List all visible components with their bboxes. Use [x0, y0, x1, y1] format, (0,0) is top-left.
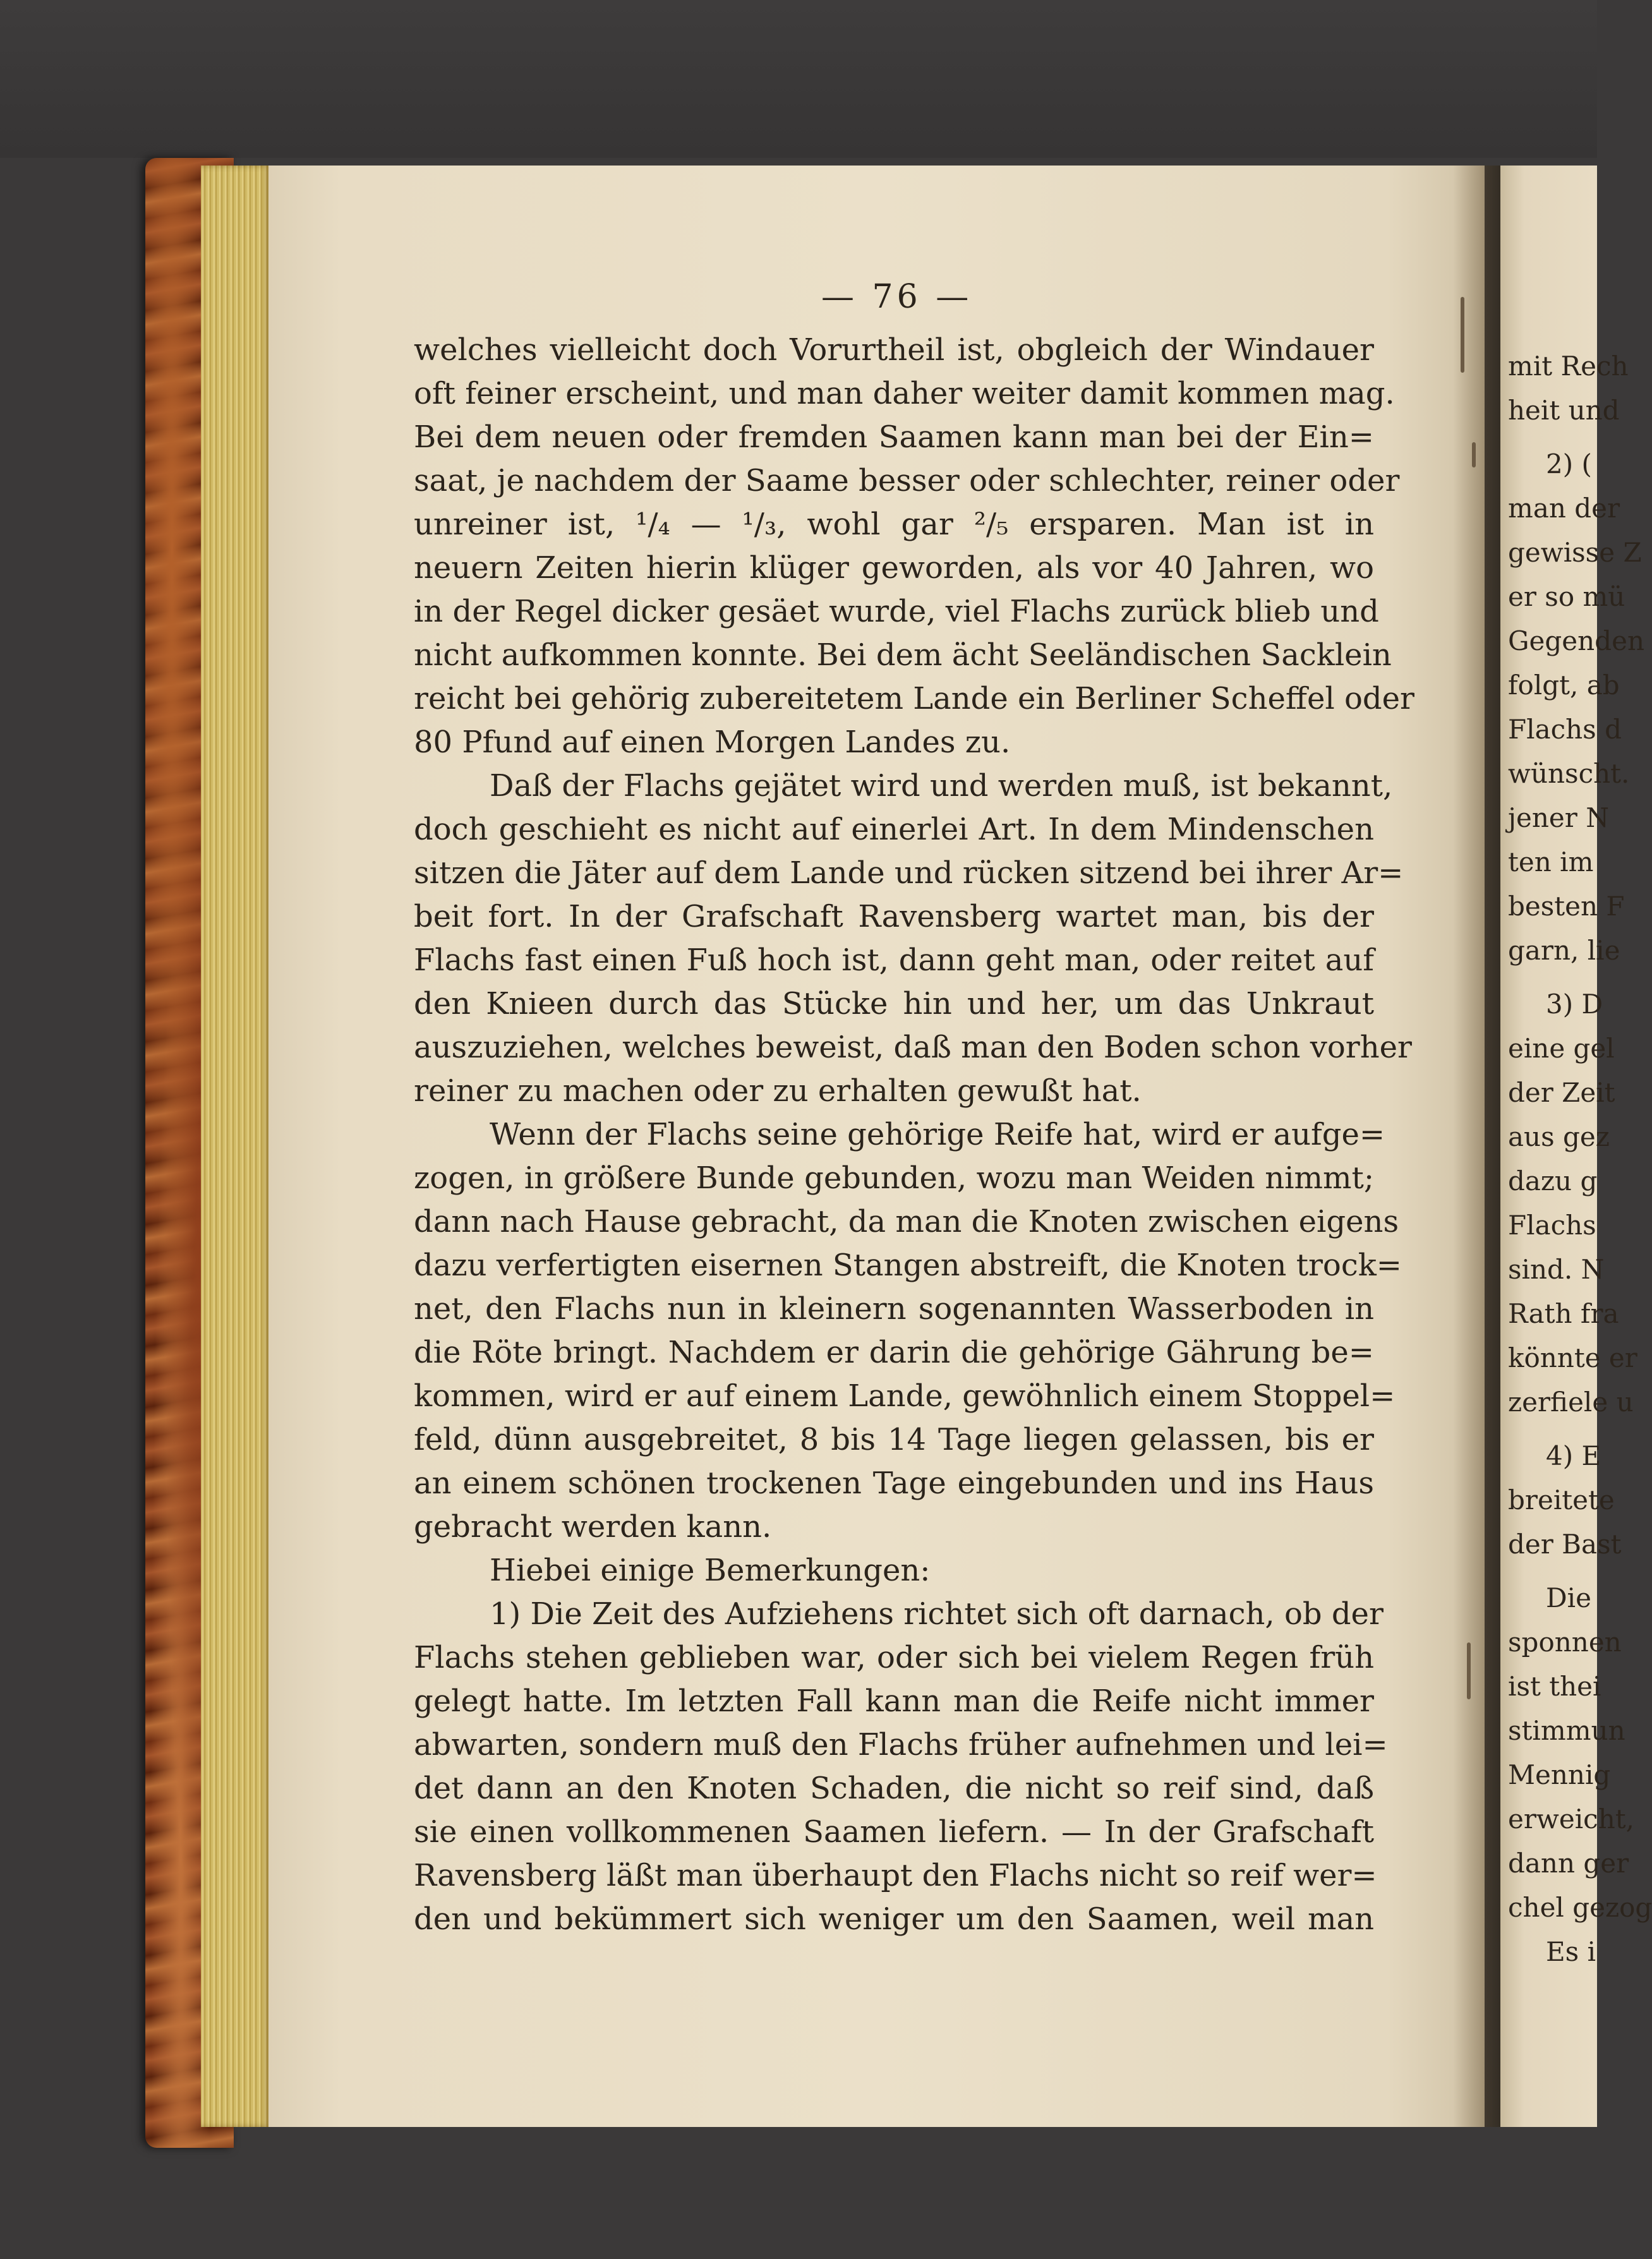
text-line: in der Regel dicker gesäet wurde, viel Flachs zurück blieb und [414, 594, 1379, 629]
facing-text-line: zerfiele u [1508, 1387, 1634, 1418]
text-line: 1) Die Zeit des Aufziehens richtet sich oft darnach, ob der [490, 1596, 1384, 1632]
text-line: den Knieen durch das Stücke hin und her, um das Unkraut [414, 986, 1374, 1021]
text-line: Daß der Flachs gejätet wird und werden muß, ist bekannt, [490, 768, 1393, 804]
facing-text-line: Gegenden [1508, 625, 1644, 656]
text-line: doch geschieht es nicht auf einerlei Art. In dem Mindenschen [414, 812, 1374, 847]
facing-text-line: heit und [1508, 395, 1620, 426]
text-line: an einem schönen trockenen Tage eingebunden und ins Haus [414, 1466, 1374, 1501]
facing-text-line: ten im [1508, 846, 1594, 877]
facing-text-line: er so mü [1508, 581, 1625, 612]
text-line: det dann an den Knoten Schaden, die nicht so reif sind, daß [414, 1771, 1374, 1806]
text-line: nicht aufkommen konnte. Bei dem ächt Seeländischen Sacklein [414, 637, 1392, 673]
text-line: zogen, in größere Bunde gebunden, wozu man Weiden nimmt; [414, 1160, 1374, 1196]
text-line: abwarten, sondern muß den Flachs früher aufnehmen und lei= [414, 1727, 1388, 1762]
text-line: kommen, wird er auf einem Lande, gewöhnlich einem Stoppel= [414, 1378, 1396, 1414]
facing-text-line: Flachs d [1508, 714, 1622, 745]
text-line: Hiebei einige Bemerkungen: [490, 1553, 931, 1588]
text-line: Wenn der Flachs seine gehörige Reife hat, wird er aufge= [490, 1117, 1385, 1152]
facing-text-line: Die [1546, 1582, 1591, 1613]
facing-text-line: gewisse Z [1508, 537, 1642, 568]
facing-text-line: besten F [1508, 891, 1625, 922]
facing-text-line: sponnen [1508, 1627, 1622, 1658]
text-line: reicht bei gehörig zubereitetem Lande ein Berliner Scheffel oder [414, 681, 1414, 716]
text-line: saat, je nachdem der Saame besser oder schlechter, reiner oder [414, 463, 1400, 498]
text-line: dann nach Hause gebracht, da man die Knoten zwischen eigens [414, 1204, 1399, 1239]
facing-text-line: aus gez [1508, 1121, 1610, 1152]
text-line: auszuziehen, welches beweist, daß man den Boden schon vorher [414, 1030, 1412, 1065]
facing-text-line: könnte er [1508, 1342, 1637, 1373]
page-number: — 76 — [821, 278, 973, 316]
facing-text-line: 2) ( [1546, 449, 1592, 479]
facing-text-line: erweicht, [1508, 1804, 1634, 1834]
gilt-page-block-edge [201, 166, 270, 2127]
page-body-text [414, 328, 1414, 1941]
text-line: die Röte bringt. Nachdem er darin die gehörige Gährung be= [414, 1335, 1374, 1370]
text-line: gebracht werden kann. [414, 1509, 772, 1545]
facing-text-line: der Bast [1508, 1529, 1622, 1560]
facing-text-line: 3) D [1546, 989, 1603, 1020]
text-line: sitzen die Jäter auf dem Lande und rücken sitzend bei ihrer Ar= [414, 855, 1404, 891]
facing-text-line: Mennig [1508, 1759, 1611, 1790]
text-line: Flachs stehen geblieben war, oder sich bei vielem Regen früh [414, 1640, 1374, 1675]
facing-text-line: wünscht. [1508, 758, 1630, 789]
text-line: oft feiner erscheint, und man daher weiter damit kommen mag. [414, 376, 1395, 411]
facing-text-line: eine gel [1508, 1033, 1615, 1064]
text-line: unreiner ist, ¹/₄ — ¹/₃, wohl gar ²/₅ ersparen. Man ist in [414, 507, 1374, 542]
text-line: reiner zu machen oder zu erhalten gewußt hat. [414, 1073, 1142, 1109]
text-line: Ravensberg läßt man überhaupt den Flachs nicht so reif wer= [414, 1858, 1377, 1893]
facing-text-line: folgt, ab [1508, 670, 1620, 701]
facing-text-line: man der [1508, 493, 1620, 524]
facing-text-line: sind. N [1508, 1254, 1605, 1285]
text-line: Flachs fast einen Fuß hoch ist, dann geht man, oder reitet auf [414, 943, 1374, 978]
text-line: feld, dünn ausgebreitet, 8 bis 14 Tage liegen gelassen, bis er [414, 1422, 1374, 1457]
text-line: gelegt hatte. Im letzten Fall kann man die Reife nicht immer [414, 1684, 1374, 1719]
facing-text-line: der Zeit [1508, 1077, 1615, 1108]
text-line: welches vielleicht doch Vorurtheil ist, obgleich der Windauer [414, 332, 1374, 368]
text-line: Bei dem neuen oder fremden Saamen kann man bei der Ein= [414, 419, 1374, 455]
facing-text-line: Es i [1546, 1936, 1596, 1967]
facing-text-line: stimmun [1508, 1715, 1625, 1746]
book-gutter [1453, 166, 1504, 2127]
text-line: beit fort. In der Grafschaft Ravensberg wartet man, bis der [414, 899, 1374, 934]
facing-text-line: breitete [1508, 1485, 1615, 1515]
margin-mark [1467, 1642, 1471, 1699]
facing-text-line: mit Rech [1508, 351, 1629, 382]
text-line: net, den Flachs nun in kleinern sogenannten Wasserboden in [414, 1291, 1374, 1327]
facing-text-line: dazu g [1508, 1166, 1598, 1196]
facing-text-line: dann ger [1508, 1848, 1629, 1879]
facing-text-line: 4) E [1546, 1440, 1601, 1471]
facing-text-line: chel gezog [1508, 1892, 1652, 1923]
facing-text-line: garn, lie [1508, 935, 1620, 966]
facing-text-line: Rath fra [1508, 1298, 1619, 1329]
text-line: 80 Pfund auf einen Morgen Landes zu. [414, 725, 1011, 760]
text-line: neuern Zeiten hierin klüger geworden, als vor 40 Jahren, wo [414, 550, 1374, 586]
text-line: sie einen vollkommenen Saamen liefern. — In der Grafschaft [414, 1814, 1374, 1850]
background-backdrop [0, 0, 1597, 158]
facing-text-line: jener N [1508, 802, 1609, 833]
book-page-right-fragment [1500, 166, 1652, 2127]
text-line: den und bekümmert sich weniger um den Saamen, weil man [414, 1901, 1374, 1937]
text-line: dazu verfertigten eisernen Stangen abstreift, die Knoten trock= [414, 1248, 1402, 1283]
facing-text-line: ist thei [1508, 1671, 1601, 1702]
margin-mark [1461, 297, 1464, 373]
margin-mark [1472, 442, 1476, 467]
facing-text-line: Flachs [1508, 1210, 1596, 1241]
